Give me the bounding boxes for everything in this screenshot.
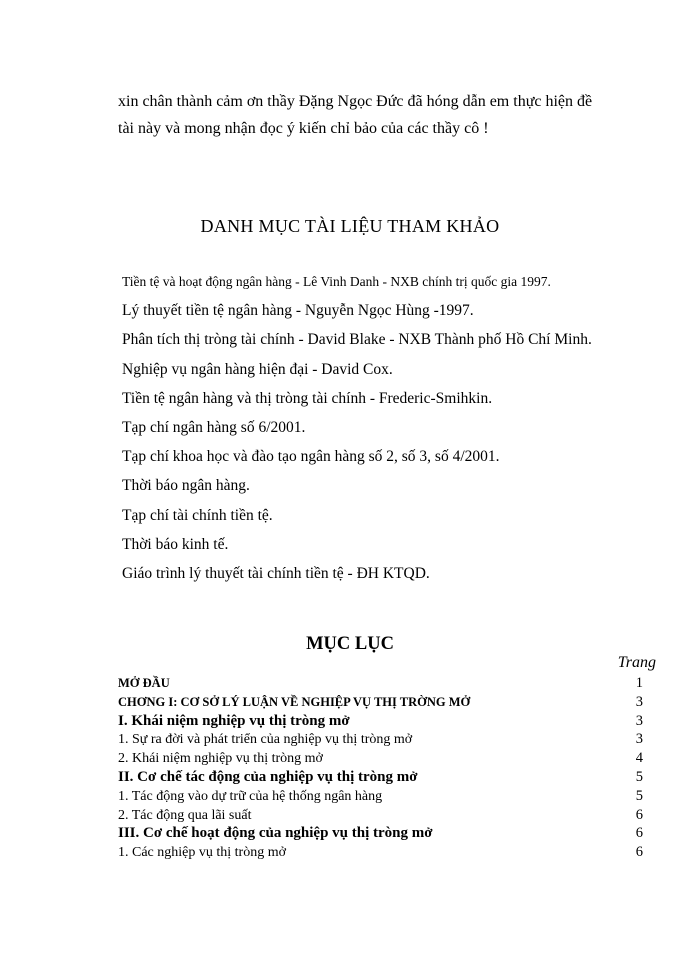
- intro-line: tài này và mong nhận đọc ý kiến chỉ bảo của các thầy cô !: [118, 120, 489, 137]
- toc-entry-text: CHƠNG I: CƠ SỞ LÝ LUẬN VỀ NGHIỆP VỤ THỊ TRỜNG MỞ: [118, 694, 471, 709]
- toc-list: [118, 674, 645, 862]
- toc-entry: [118, 712, 645, 731]
- reference-item: Tiền tệ ngân hàng và thị tròng tài chính - Frederic-Smihkin.: [122, 389, 493, 407]
- reference-item: Tiền tệ và hoạt động ngân hàng - Lê Vinh Danh - NXB chính trị quốc gia 1997.: [122, 274, 551, 289]
- reference-item: Lý thuyết tiền tệ ngân hàng - Nguyễn Ngọc Hùng -1997.: [122, 302, 474, 320]
- reference-item: Nghiệp vụ ngân hàng hiện đại - David Cox.: [122, 360, 393, 378]
- references-list: [122, 270, 592, 591]
- toc-entry-page: 3: [635, 731, 643, 748]
- intro-line: xin chân thành cảm ơn thầy Đặng Ngọc Đức đã hóng dẫn em thực hiện đề: [118, 93, 593, 110]
- toc-entry: [118, 824, 645, 843]
- toc-entry: [118, 843, 645, 862]
- reference-item: Tạp chí ngân hàng số 6/2001.: [122, 418, 306, 436]
- toc-entry-page: 5: [635, 768, 643, 785]
- toc-entry-page: 6: [635, 825, 643, 842]
- toc-entry: [118, 749, 645, 768]
- toc-entry-text: 1. Sự ra đời và phát triển của nghiệp vụ thị tròng mở: [118, 732, 413, 748]
- toc-entry-text: MỞ ĐẦU: [118, 676, 170, 690]
- toc-entry: [118, 693, 645, 712]
- reference-item: Tạp chí tài chính tiền tệ.: [122, 506, 273, 524]
- reference-item: Thời báo ngân hàng.: [122, 477, 250, 495]
- toc-entry-page: 6: [635, 844, 643, 861]
- toc-entry: [118, 730, 645, 749]
- references-title: DANH MỤC TÀI LIỆU THAM KHẢO: [200, 216, 500, 236]
- toc-entry-text: I. Khái niệm nghiệp vụ thị tròng mở: [118, 712, 350, 729]
- toc-entry-text: 1. Các nghiệp vụ thị tròng mở: [118, 845, 286, 861]
- toc-entry-page: 3: [635, 693, 643, 710]
- toc-entry-text: III. Cơ chế hoạt động của nghiệp vụ thị tròng mở: [118, 825, 433, 842]
- toc-entry-page: 3: [635, 712, 643, 729]
- intro-paragraph: [118, 88, 663, 142]
- toc-page-column-header: Trang: [617, 654, 656, 671]
- toc-entry-page: 4: [635, 750, 643, 767]
- toc-entry: [118, 768, 645, 787]
- reference-item: Tạp chí khoa học và đào tạo ngân hàng số 2, số 3, số 4/2001.: [122, 448, 500, 466]
- toc-title: MỤC LỤC: [306, 634, 394, 654]
- reference-item: Phân tích thị tròng tài chính - David Blake - NXB Thành phố Hồ Chí Minh.: [122, 331, 592, 349]
- toc-entry-text: 2. Tác động qua lãi suất: [118, 807, 252, 823]
- reference-item: Giáo trình lý thuyết tài chính tiền tệ - ĐH KTQD.: [122, 564, 430, 582]
- toc-entry-page: 5: [635, 787, 643, 804]
- toc-entry: [118, 787, 645, 806]
- toc-entry-page: 6: [635, 806, 643, 823]
- toc-entry-page: 1: [635, 675, 643, 691]
- toc-entry: [118, 674, 645, 693]
- toc-entry: [118, 806, 645, 825]
- reference-item: Thời báo kinh tế.: [122, 535, 229, 553]
- toc-entry-text: 2. Khái niệm nghiệp vụ thị tròng mở: [118, 751, 323, 767]
- toc-entry-text: 1. Tác động vào dự trữ của hệ thống ngân hàng: [118, 788, 383, 804]
- toc-entry-text: II. Cơ chế tác động của nghiệp vụ thị tròng mở: [118, 768, 418, 785]
